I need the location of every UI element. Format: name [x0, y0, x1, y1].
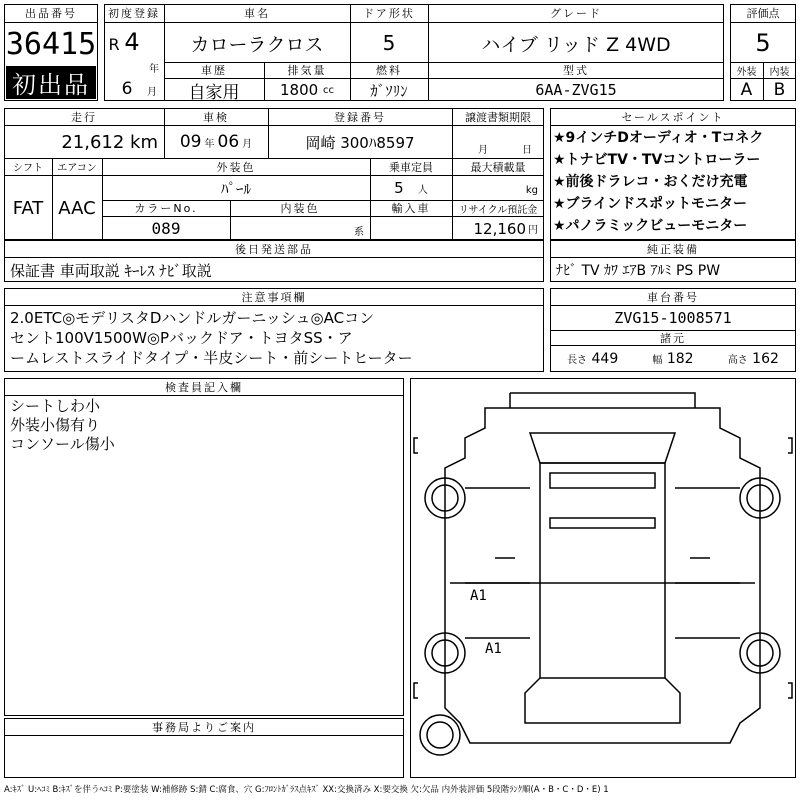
ac-label: エアコン: [57, 163, 97, 174]
plate: 岡崎 300ﾊ8597: [305, 133, 415, 152]
dims-label: 諸元: [660, 331, 686, 345]
door-label: ドア形状: [363, 7, 415, 20]
transfer-day: 日: [522, 144, 532, 156]
len: 449: [591, 351, 619, 367]
selling-point: ★トナビTV・TVコントローラー: [553, 152, 761, 168]
int-label: 内装: [769, 66, 790, 78]
inspection-label: 車検: [203, 110, 229, 124]
later-parts: 保証書 車両取説 ｷｰﾚｽ ﾅﾋﾞ取説: [10, 261, 212, 280]
color-no: 089: [151, 219, 181, 238]
displacement-unit: cc: [322, 84, 334, 96]
notes-line: ームレストスライドタイプ・半皮シート・前シートヒーター: [10, 349, 413, 367]
dims: [550, 346, 796, 372]
equipment: ﾅﾋﾞ TV ｶﾜ ｴｱB ｱﾙﾐ PS PW: [556, 263, 721, 279]
notes-lines: [10, 308, 540, 368]
color: ﾊﾟｰﾙ: [220, 179, 251, 198]
month-unit: 月: [147, 86, 157, 98]
int-color-unit: 系: [354, 226, 364, 238]
grade-label: グレード: [550, 7, 602, 20]
load-label: 最大積載量: [470, 160, 526, 174]
car-diagram: [410, 378, 796, 778]
legend: A:ｷｽﾞ U:ﾍｺﾐ B:ｷｽﾞを伴うﾍｺﾐ P:要塗装 W:補修跡 S:錆 C:腐食、穴 G:ﾌﾛﾝﾄｶﾞﾗｽ点ｷｽﾞ XX:交換済み X:要交換 欠:欠品 内外装評価 5段階ﾗﾝｸ順(A・B・C・D・E) 1: [4, 785, 609, 795]
era: R: [108, 34, 120, 54]
transfer-label: 譲渡書類期限: [465, 110, 531, 124]
equipment-label: 純正装備: [647, 242, 699, 256]
inspection: [164, 126, 268, 158]
colorno-label: カラーNo.: [134, 202, 198, 215]
selling-point: ★パノラミックビューモニター: [553, 218, 748, 234]
first-listing-badge: 初出品: [6, 66, 96, 99]
insp-year-unit: 年: [204, 138, 215, 150]
model-label: 型式: [563, 64, 589, 77]
ac: AAC: [58, 197, 96, 219]
selling-point: ★9インチDオーディオ・Tコネク: [553, 130, 764, 146]
car-name: カローラクロス: [190, 33, 324, 56]
office-label: 事務局よりご案内: [152, 720, 256, 734]
chassis-number: ZVG15-1008571: [614, 309, 732, 327]
damage-mark: A1: [470, 588, 487, 604]
plate-label: 登録番号: [334, 110, 386, 124]
wid: 182: [666, 351, 694, 367]
hgt: 162: [752, 351, 779, 367]
insp-year: 09: [179, 132, 202, 152]
year-unit: 年: [149, 63, 159, 74]
seats-label: 乗車定員: [389, 160, 433, 174]
seats: [370, 176, 452, 200]
notes-line: セント100V1500W◎Pバックドア・トヨタSS・ア: [10, 329, 353, 347]
color-label: 外装色: [216, 160, 256, 174]
int-grade: B: [773, 80, 786, 100]
seats-unit: 人: [417, 184, 428, 196]
transfer-month: 月: [478, 144, 488, 156]
displacement: [264, 79, 350, 101]
lot-label: 出品番号: [25, 7, 77, 20]
wid-label: 幅: [652, 355, 663, 366]
hgt-label: 高さ: [727, 355, 748, 366]
selling-point: ★前後ドラレコ・おくだけ充電: [553, 174, 748, 190]
shift-label: シフト: [13, 163, 43, 174]
import-label: 輸入車: [391, 202, 431, 215]
insp-month-unit: 月: [242, 138, 253, 150]
inspector-line: シートしわ小: [10, 397, 101, 415]
mileage-unit: km: [130, 131, 158, 153]
fuel-label: 燃料: [376, 64, 402, 77]
selling-points-list: [553, 127, 795, 237]
model: 6AA-ZVG15: [535, 81, 617, 99]
recycle: [452, 217, 544, 240]
selling-point: ★ブラインドスポットモニター: [553, 196, 747, 212]
fuel: ｶﾞｿﾘﾝ: [370, 81, 408, 100]
recycle-label: リサイクル預託金: [458, 204, 538, 216]
ext-label: 外装: [736, 66, 757, 78]
history-label: 車歴: [201, 64, 227, 77]
seats-value: 5: [394, 179, 404, 197]
inspector-label: 検査員記入欄: [165, 380, 243, 394]
score: 5: [755, 29, 771, 57]
later-parts-label: 後日発送部品: [235, 242, 313, 256]
history: 自家用: [188, 82, 240, 101]
lot-number: 36415: [5, 26, 97, 62]
inspector-line: 外装小傷有り: [10, 416, 101, 434]
mileage-value: 21,612: [61, 131, 125, 153]
reg-label: 初度登録: [108, 7, 160, 20]
notes-label: 注意事項欄: [241, 290, 307, 304]
ext-grade: A: [740, 80, 753, 100]
insp-month: 06: [217, 132, 240, 152]
grade: ハイブ リッド Z 4WD: [481, 33, 671, 56]
recycle-value: 12,160: [473, 219, 526, 238]
displacement-value: 1800: [280, 81, 319, 99]
reg-year: 4: [124, 28, 140, 56]
notes-line: 2.0ETC◎モデリスタDハンドルガーニッシュ◎ACコン: [10, 309, 375, 327]
chassis-label: 車台番号: [647, 290, 699, 304]
inspector-line: コンソール傷小: [10, 435, 115, 453]
mileage: [4, 126, 164, 158]
int-color-label: 内装色: [280, 202, 320, 215]
score-label: 評価点: [746, 7, 780, 20]
selling-points-label: セールスポイント: [621, 110, 725, 124]
len-label: 長さ: [567, 355, 588, 366]
reg-month: 6: [121, 79, 133, 99]
name-label: 車名: [244, 7, 270, 20]
shift: FAT: [12, 197, 44, 219]
mileage-label: 走行: [71, 110, 97, 124]
disp-label: 排気量: [287, 64, 327, 77]
recycle-unit: 円: [528, 225, 538, 236]
doors: 5: [382, 31, 396, 55]
inspector-lines: [10, 397, 115, 454]
damage-mark: A1: [485, 641, 502, 657]
load-unit: kg: [525, 184, 538, 196]
